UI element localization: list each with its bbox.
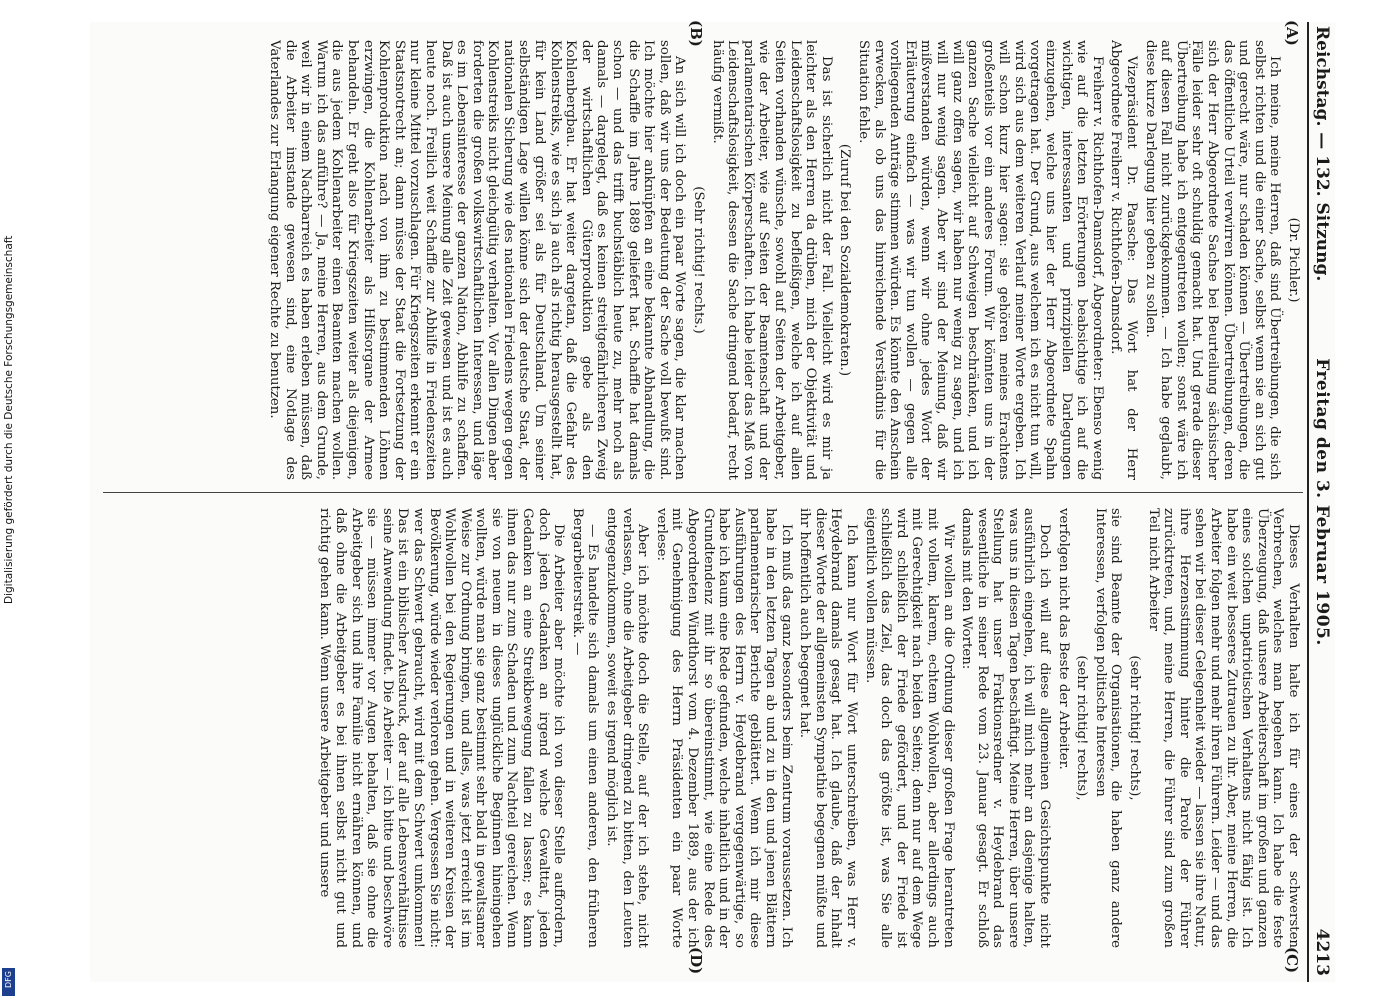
paragraph: Dieses Verhalten halte ich für eines der schwersten Verbrechen, welches man begehen kann. Ich habe die feste Überzeugung, daß unsere Arbeiterschaft im großen und ganzen eines solchen unpatriotischen Verhaltens nicht fähig ist. Ich habe ein weit besseres Zutrauen zu ihr. Aber, meine Herren, die Arbeiter folgen mehr und mehr ihren Führern. Leider — und das sehen wir bei dieser Gelegenheit wieder — lassen sie ihre Natur, ihre Herzensstimmung hinter die Parole der Führer zurücktreten, und, meine Herren, die Führer sind zum großen Teil nicht Arbeiter bbox=[1145, 508, 1301, 948]
interjection: (sehr richtig! rechts), bbox=[1074, 655, 1090, 801]
quotation: Wir wollen an die Ordnung dieser großen Frage herantreten mit vollem, klarem, echtem Wohlwollen, aber allerdings auch mit Gerechtigkeit nach beiden Seiten; denn nur auf dem Wege wird schließlich der Friede gefördert, und der Friede ist schließlich das Ziel, das doch das größte ist, was Sie alle eigentlich wollen müssen. bbox=[862, 508, 956, 948]
quotation: Die Arbeiter aber möchte ich von dieser Stelle auffordern, doch jeden Gedanken an irgend welche Gewalttat, jeden Gedanken an eine Streikbewegung fallen zu lassen; es kann ihnen das nur zum Schaden und zum Nachteil gereichen. Wenn sie von neuem in dieses unglückliche Beginnen hineingehen wollten, würde man sie ganz bestimmt sehr bald in gewaltsamer Weise zur Ordnung bringen, und alles, was jetzt erreicht ist im Wohlwollen bei den Regierungen und in weiteren Kreisen der Bevölkerung, würde wieder verloren gehen. Vergessen Sie nicht: wer das Schwert gebraucht, wird mit dem Schwert umkommen! Das ist ein biblischer Ausdruck, der auf alle Lebensverhältnisse seine Anwendung findet. Die Arbeiter — ich bitte und beschwöre sie — müssen immer vor Augen behalten, daß sie ohne die Arbeitgeber sich und ihre Familie nicht ernähren können, und daß ohne die Arbeitgeber es bei ihnen selbst nicht gut und richtig gehen kann. Wenn unsere Arbeitgeber und unsere bbox=[317, 508, 567, 948]
header-left: Reichstag. — 132. Sitzung. bbox=[1312, 26, 1332, 282]
page-number: 4213 bbox=[1312, 928, 1332, 976]
paragraph: Freiherr v. Richthofen-Damsdorf, Abgeordneter: Ebenso wenig wie auf die letzten Erörterungen beabsichtige ich auf die wichtigen, interessanten und prinzipiellen Darlegungen einzugehen, welche uns hier der Herr Abgeordnete Spahn vorgetragen hat. Der Grund, aus welchem ich es nicht tun will, wird sich aus dem weiteren Verlauf meiner Worte ergeben. Ich will schon kurz hier sagen: sie gehören meines Erachtens großenteils vor ein anderes Forum. Wir könnten uns in der ganzen Sache vielleicht auf Schweigen beschränken, und ich will ganz offen sagen, wir haben nur wenig zu sagen, und ich will nur wenig sagen. Aber wir sind der Meinung, daß wir mißverstanden würden, wenn wir ohne jedes Wort der Erläuterung einfach — was wir tun wollen — gegen alle vorliegenden Anträge stimmen würden. Es könnte den Anschein erwecken, als ob uns das hinreichende Verständnis für die Situation fehle. bbox=[855, 40, 1105, 480]
paragraph: sie sind Beamte der Organisationen, die haben ganz andere Interessen, verfolgen politische Interessen bbox=[1092, 508, 1124, 948]
dfg-logo-text: DFG bbox=[4, 971, 13, 988]
paragraph: Vizepräsident Dr. Paasche: Das Wort hat der Herr Abgeordnete Freiherr v. Richthofen-Damsdorf. bbox=[1108, 40, 1140, 480]
paragraph: Doch ich will auf diese allgemeinen Gesichtspunkte nicht ausführlich eingehen, ich will mich mehr an dasjenige halten, was uns in diesen Tagen beschäftigt. Meine Herren, über unsere Stellung hat unser Fraktionsredner v. Heydebrand das wesentliche in seiner Rede vom 23. Januar gesagt. Er schloß damals mit den Worten: bbox=[959, 508, 1053, 948]
paragraph: An sich will ich doch ein paar Worte sagen, die klar machen sollen, daß wir uns der Bedeutung der Sache voll bewußt sind. Ich möchte hier anknüpfen an eine bekannte Abhandlung, die die Schaffle im Jahre 1889 geliefert hat. Schaffle hat damals schon — und das trifft buchstäblich heute zu, mehr noch als damals — dargelegt, daß es keinen streitgefährlicheren Zweig der wirtschaftlichen Güterproduktion gebe als den Kohlenbergbau. Er hat weiter dargetan, daß die Gefahr des Kohlenstreiks, wie es sich ja auch als richtig herausgestellt hat, für kein Land größer sei als für Deutschland. Um seiner selbständigen Lage willen könne sich der deutsche Staat, der nationalen Sicherung wie des nationalen Friedens wegen gegen Kohlenstreiks nicht gleichgültig verhalten. Vor allen Dingen aber forderten die großen volkswirtschaftlichen Interessen, und läge es im Lebensinteresse der ganzen Nation, Abhilfe zu schaffen. Daß ist auch unsere Meinung alle Zeit gewesen und ist es auch heute noch. Freilich weit Schaffle zur Abhilfe in Friedenszeiten nur kleine Mittel vorzuschlagen. Für Kriegszeiten erkennt er ein Staatsnotrecht an; dann müsse der Staat die Fortsetzung der Kohlenproduktion nach von ihm zu bestimmenden Löhnen erzwingen, die Kohlenarbeiter als Hilfsorgane der Armee behandeln. Er geht also für Kriegszeiten weiter als diejenigen, die aus jedem Kohlenarbeiter einen Beamten machen wollen. Warum ich das anführe? — Ja, meine Herren, aus dem Grunde, weil wir in einem Nachbarreich es haben erleben müssen, daß die Arbeiter imstande gewesen sind, eine Notlage des Vaterlandes zur Erlangung eigener Rechte zu benutzen. bbox=[267, 40, 688, 480]
paragraph: Ich muß das ganz besonders beim Zentrum voraussetzen. Ich habe in den letzten Tagen ab und zu in den und jenen Blättern parlamentarischer Berichte geblättert. Wenn ich mir diese Ausführungen des Herrn v. Heydebrand vergegenwärtige, so habe ich kaum eine Rede gefunden, welche inhaltlich und in der Grundtendenz mit ihr so übereinstimmt, wie eine Rede des Abgeordneten Windthorst vom 4. Dezember 1889, aus der ich mit Genehmigung des Herrn Präsidenten ein paar Worte verlese: bbox=[653, 508, 794, 948]
column-left bbox=[101, 40, 1301, 480]
speaker-reference: (Dr. Pichler.) bbox=[1286, 217, 1301, 303]
page-header bbox=[1307, 22, 1335, 982]
interjection: (Zuruf bei den Sozialdemokraten.) bbox=[837, 143, 853, 377]
paragraph: Ich meine, meine Herren, daß sind Übertreibungen, die sich selbst richten und die einer Sache, selbst wenn sie an sich gut und gerecht wäre, nur schaden können — Übertreibungen, die das öffentliche Urteil verwirren können. Übertreibungen, deren sich der Herr Abgeordnete Sachse bei Beurteilung sächsischer Fälle leider sehr oft schuldig gemacht hat. Und gerade dieser Übertreibung habe ich entgegentreten wollen; sonst wäre ich auf diesen Fall nicht zurückgekommen. — Ich habe geglaubt, diese kurze Darlegung hier geben zu sollen. bbox=[1142, 40, 1283, 480]
funding-note: Digitalisierung gefördert durch die Deutsche Forschungsgemeinschaft bbox=[3, 235, 15, 604]
margin-mark-b: (B) bbox=[687, 20, 705, 47]
header-date: Freitag den 3. Februar 1905. bbox=[1312, 358, 1332, 646]
paragraph: — Es handelte sich damals um einen anderen, den früheren Bergarbeiterstreik. — bbox=[569, 508, 601, 948]
column-divider bbox=[103, 492, 1303, 493]
paragraph: Ich kann nur Wort für Wort unterschreiben, was Herr v. Heydebrand damals gesagt hat. Ich glaube, daß der Inhalt dieser Worte der allgemeinsten Sympathie begegnen müßte und ihr hoffentlich auch begegnet hat. bbox=[797, 508, 859, 948]
paragraph: verfolgen nicht das Beste der Arbeiter. bbox=[1055, 508, 1071, 770]
quotation: Aber ich möchte doch die Stelle, auf der ich stehe, nicht verlassen, ohne die Arbeitgeber dringend zu bitten, den Leuten entgegenzukommen, soweit es irgend möglich ist. bbox=[604, 508, 651, 948]
margin-mark-a: (A) bbox=[1283, 20, 1301, 46]
interjection: (Sehr richtig! rechts.) bbox=[691, 186, 707, 334]
paragraph: Das ist sicherlich nicht der Fall. Vielleicht wird es mir ja leichter als den Herren da drüben, mich der Objektivität und Leidenschaftslosigkeit zu befleißigen, welche ich auf allen Seiten vorhanden wünsche, sowohl auf Seiten der Arbeitgeber, wie der Arbeiter, wie auf Seiten der Beamtenschaft und der parlamentarischen Körperschaften. Ich habe leider das Maß von Leidenschaftslosigkeit, dessen die Sache dringend bedarf, recht häufig vermißt. bbox=[709, 40, 834, 480]
newspaper-page bbox=[90, 22, 1335, 982]
margin-mark-c: (C) bbox=[1283, 947, 1301, 974]
dfg-logo bbox=[2, 968, 15, 996]
column-right bbox=[101, 508, 1301, 948]
interjection: (sehr richtig! rechts), bbox=[1127, 655, 1143, 801]
margin-mark-d: (D) bbox=[687, 947, 705, 975]
